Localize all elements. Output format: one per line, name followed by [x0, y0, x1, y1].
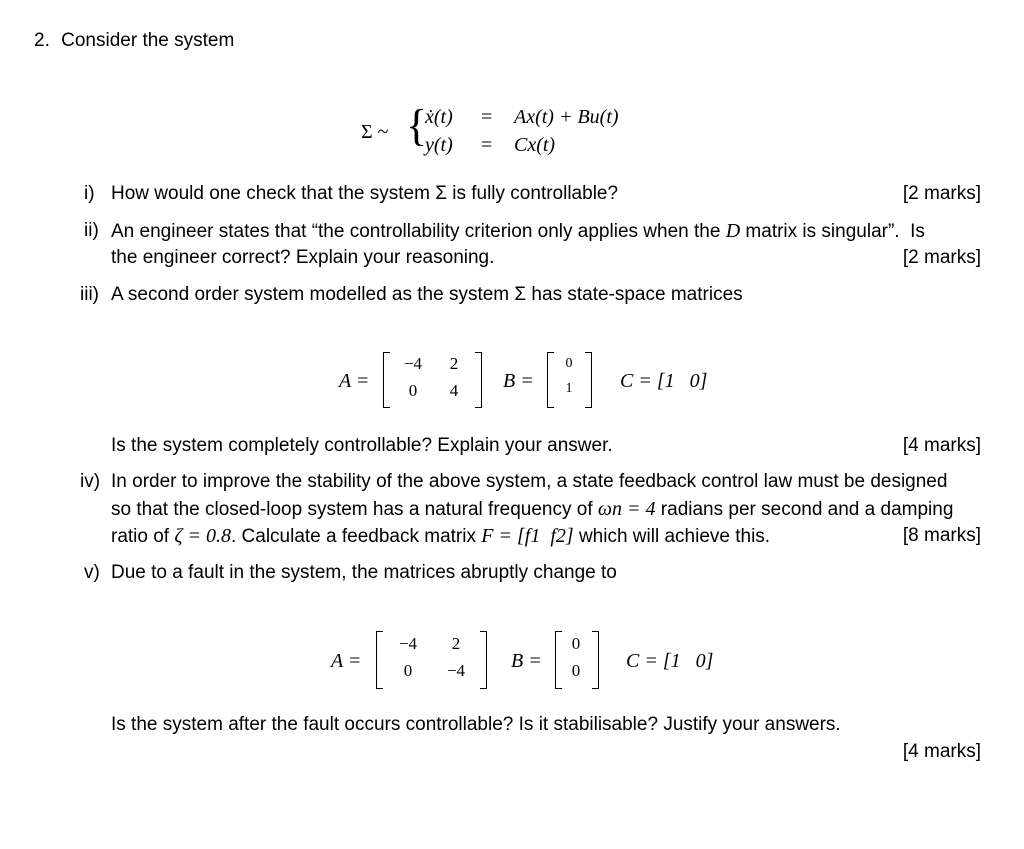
- m2-a-12: 2: [451, 634, 461, 653]
- system-brace: {: [406, 101, 428, 150]
- part-iv-marks: [8 marks]: [902, 525, 981, 546]
- m1-b-1: 0: [565, 356, 573, 371]
- part-iv-line2: [111, 498, 953, 521]
- part-iv-feedback-matrix: F = [f1 f2]: [481, 525, 574, 547]
- m2-a-left-bracket: [376, 631, 383, 689]
- question-number: 2.: [34, 30, 50, 51]
- part-iv-line2-post: radians per second and a damping: [655, 499, 954, 520]
- part-iv-line3-post: which will achieve this.: [573, 526, 771, 547]
- m2-a-21: 0: [403, 661, 413, 680]
- m2-a-label: A =: [331, 650, 362, 672]
- m2-a-11: −4: [398, 634, 418, 653]
- system-row1-eq: =: [481, 106, 493, 128]
- m1-a-12: 2: [449, 354, 459, 373]
- m1-a-right-bracket: [475, 352, 482, 408]
- part-i-label: i): [84, 183, 95, 204]
- part-ii-var-d: D: [725, 220, 741, 242]
- part-iv-line1: In order to improve the stability of the above system, a state feedback control law must be designed: [111, 471, 948, 492]
- part-iv-line3: [111, 525, 770, 548]
- part-iv-line3-mid: . Calculate a feedback matrix: [230, 526, 482, 547]
- part-iv-line2-pre: so that the closed-loop system has a natural frequency of: [111, 499, 598, 520]
- system-row2-rhs: Cx(t): [514, 134, 556, 156]
- m1-b-2: 1: [565, 381, 573, 396]
- part-i-marks: [2 marks]: [902, 183, 981, 204]
- m1-a-22: 4: [449, 381, 459, 400]
- m2-b-right-bracket: [592, 631, 599, 689]
- part-iii-text: A second order system modelled as the system Σ has state-space matrices: [111, 284, 743, 305]
- part-v-marks: [4 marks]: [902, 741, 981, 762]
- part-ii-text-pre: An engineer states that “the controllability criterion only applies when the: [111, 221, 726, 242]
- system-row1-rhs: Ax(t) + Bu(t): [514, 106, 619, 128]
- m1-a-label: A =: [339, 370, 370, 392]
- part-v-text: Due to a fault in the system, the matrices abruptly change to: [111, 562, 617, 583]
- m2-b-2: 0: [571, 661, 581, 680]
- part-ii-line2: the engineer correct? Explain your reasoning.: [111, 247, 495, 268]
- part-iv-omega: ωn = 4: [597, 498, 656, 520]
- part-v-followup-text: Is the system after the fault occurs controllable? Is it stabilisable? Justify your answers.: [111, 714, 841, 735]
- part-iii-marks: [4 marks]: [902, 435, 981, 456]
- question-intro: Consider the system: [61, 30, 235, 51]
- question-header: [34, 30, 234, 52]
- part-v-label: v): [84, 562, 100, 583]
- system-row2-lhs: y(t): [425, 134, 453, 156]
- part-ii-marks: [2 marks]: [902, 247, 981, 268]
- m1-b-left-bracket: [547, 352, 554, 408]
- part-ii-text-post: matrix is singular”. Is: [740, 221, 925, 242]
- system-sigma: Σ ~: [361, 121, 389, 143]
- part-ii-line1: [111, 220, 981, 243]
- m2-a-right-bracket: [480, 631, 487, 689]
- m2-b-label: B =: [511, 650, 542, 672]
- m1-b-right-bracket: [585, 352, 592, 408]
- m1-b-label: B =: [503, 370, 534, 392]
- part-ii-label: ii): [84, 220, 99, 241]
- m2-c: C = [1 0]: [626, 650, 714, 672]
- m1-a-21: 0: [408, 381, 418, 400]
- part-i-text: How would one check that the system Σ is fully controllable?: [111, 183, 619, 204]
- part-iv-label: iv): [80, 471, 101, 492]
- m2-b-1: 0: [571, 634, 581, 653]
- m2-a-22: −4: [446, 661, 466, 680]
- part-iii-followup-text: Is the system completely controllable? Explain your answer.: [111, 435, 613, 456]
- m1-a-left-bracket: [383, 352, 390, 408]
- system-row1-lhs: ẋ(t): [425, 106, 453, 128]
- m1-c: C = [1 0]: [620, 370, 708, 392]
- part-iii-label: iii): [80, 284, 99, 305]
- part-iv-line3-pre: ratio of: [111, 526, 175, 547]
- part-iv-zeta: ζ = 0.8: [174, 525, 231, 547]
- system-row2-eq: =: [481, 134, 493, 156]
- m1-a-11: −4: [403, 354, 423, 373]
